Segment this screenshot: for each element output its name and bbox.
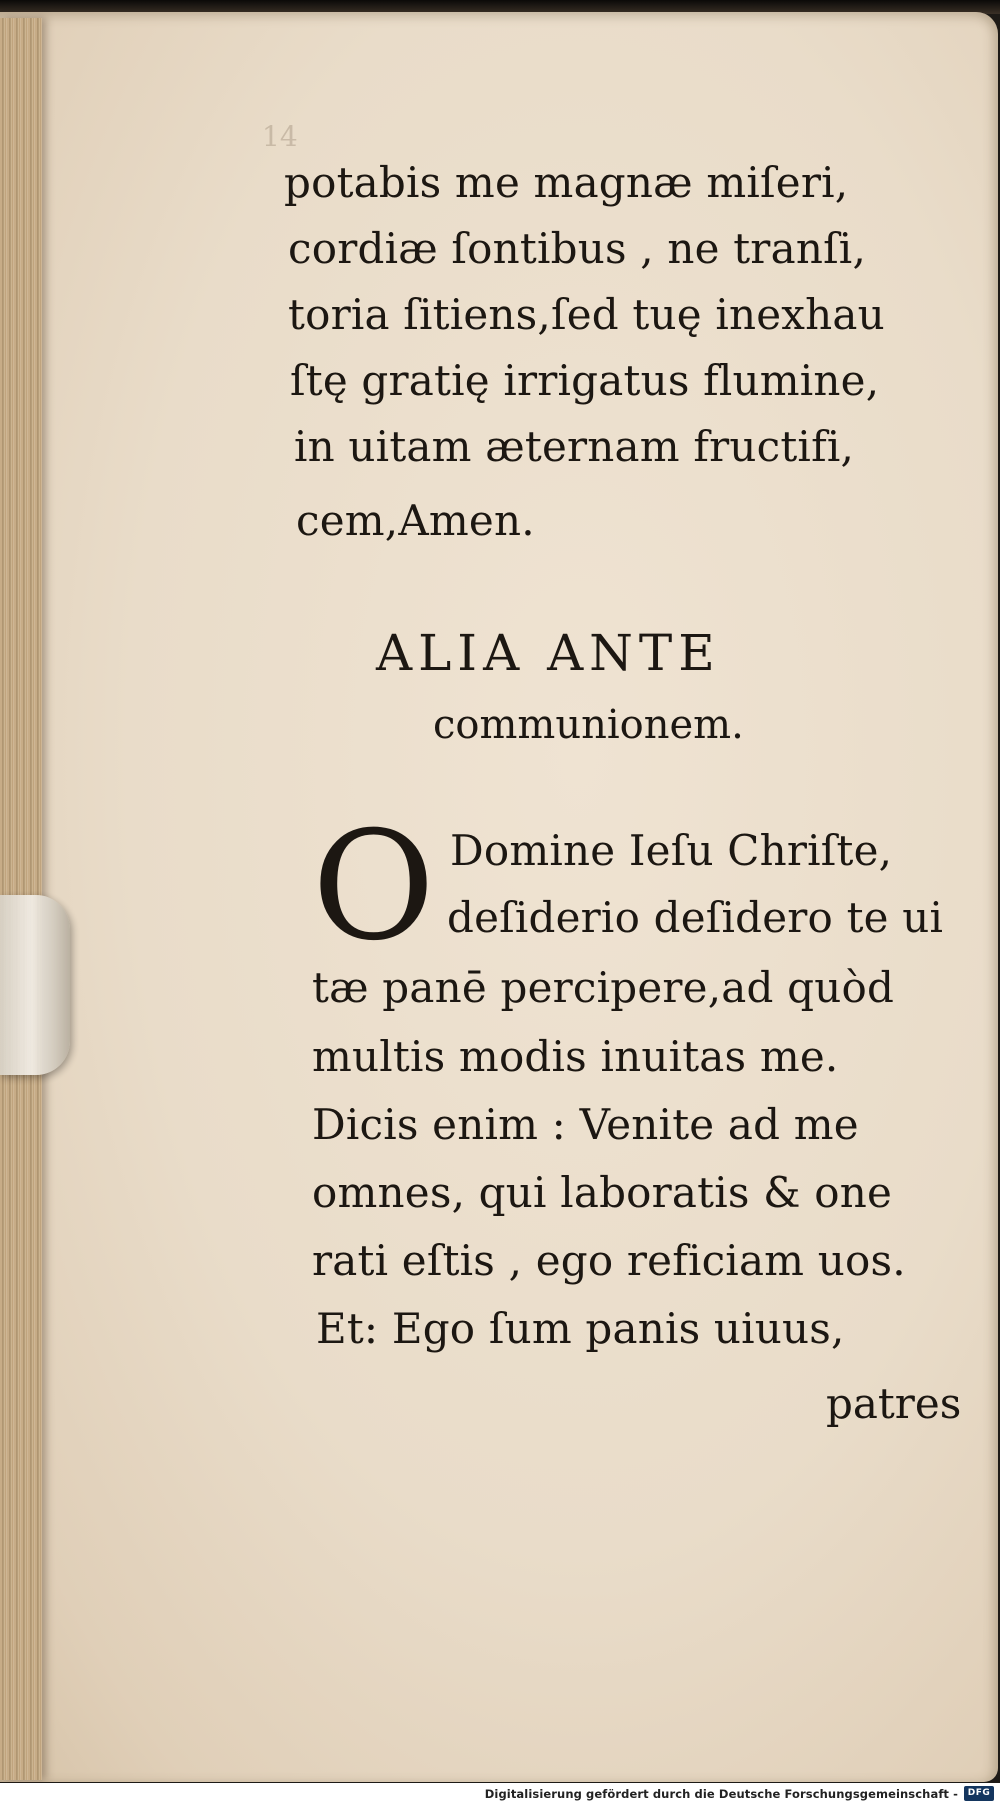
- text-line: Et: Ego ſum panis uiuus,: [316, 1304, 845, 1353]
- text-line: ſtę gratię irrigatus flumine,: [290, 356, 880, 405]
- text-line: potabis me magnæ miſeri,: [284, 158, 849, 207]
- text-line: omnes, qui laboratis & one: [312, 1168, 893, 1217]
- text-line: rati eſtis , ego reficiam uos.: [312, 1236, 906, 1285]
- drop-cap: O: [312, 800, 435, 974]
- text-line: Domine Ieſu Chriſte,: [450, 826, 893, 875]
- footer-bar: [0, 1783, 1000, 1805]
- text-line: in uitam æternam fructifi,: [294, 422, 854, 471]
- text-line: toria ſitiens,ſed tuę inexhau: [288, 290, 885, 339]
- catchword: patres: [826, 1379, 962, 1428]
- text-line: Dicis enim : Venite ad me: [312, 1100, 859, 1149]
- text-line: deſiderio deſidero te ui: [447, 893, 944, 942]
- dfg-logo: DFG: [964, 1786, 994, 1801]
- book-page: [0, 12, 998, 1782]
- footer-credit: Digitalisierung gefördert durch die Deutsche Forschungsgemeinschaft -: [484, 1787, 958, 1801]
- section-heading: ALIA ANTE: [376, 624, 721, 682]
- text-line: cem,Amen.: [296, 496, 535, 545]
- text-line: cordiæ ſontibus , ne tranſi,: [288, 224, 866, 273]
- page-clip: [0, 895, 70, 1075]
- text-line: tæ panē percipere,ad quòd: [312, 963, 895, 1012]
- section-subheading: communionem.: [433, 702, 744, 748]
- page-mark: 14: [262, 120, 298, 153]
- text-line: multis modis inuitas me.: [312, 1032, 839, 1081]
